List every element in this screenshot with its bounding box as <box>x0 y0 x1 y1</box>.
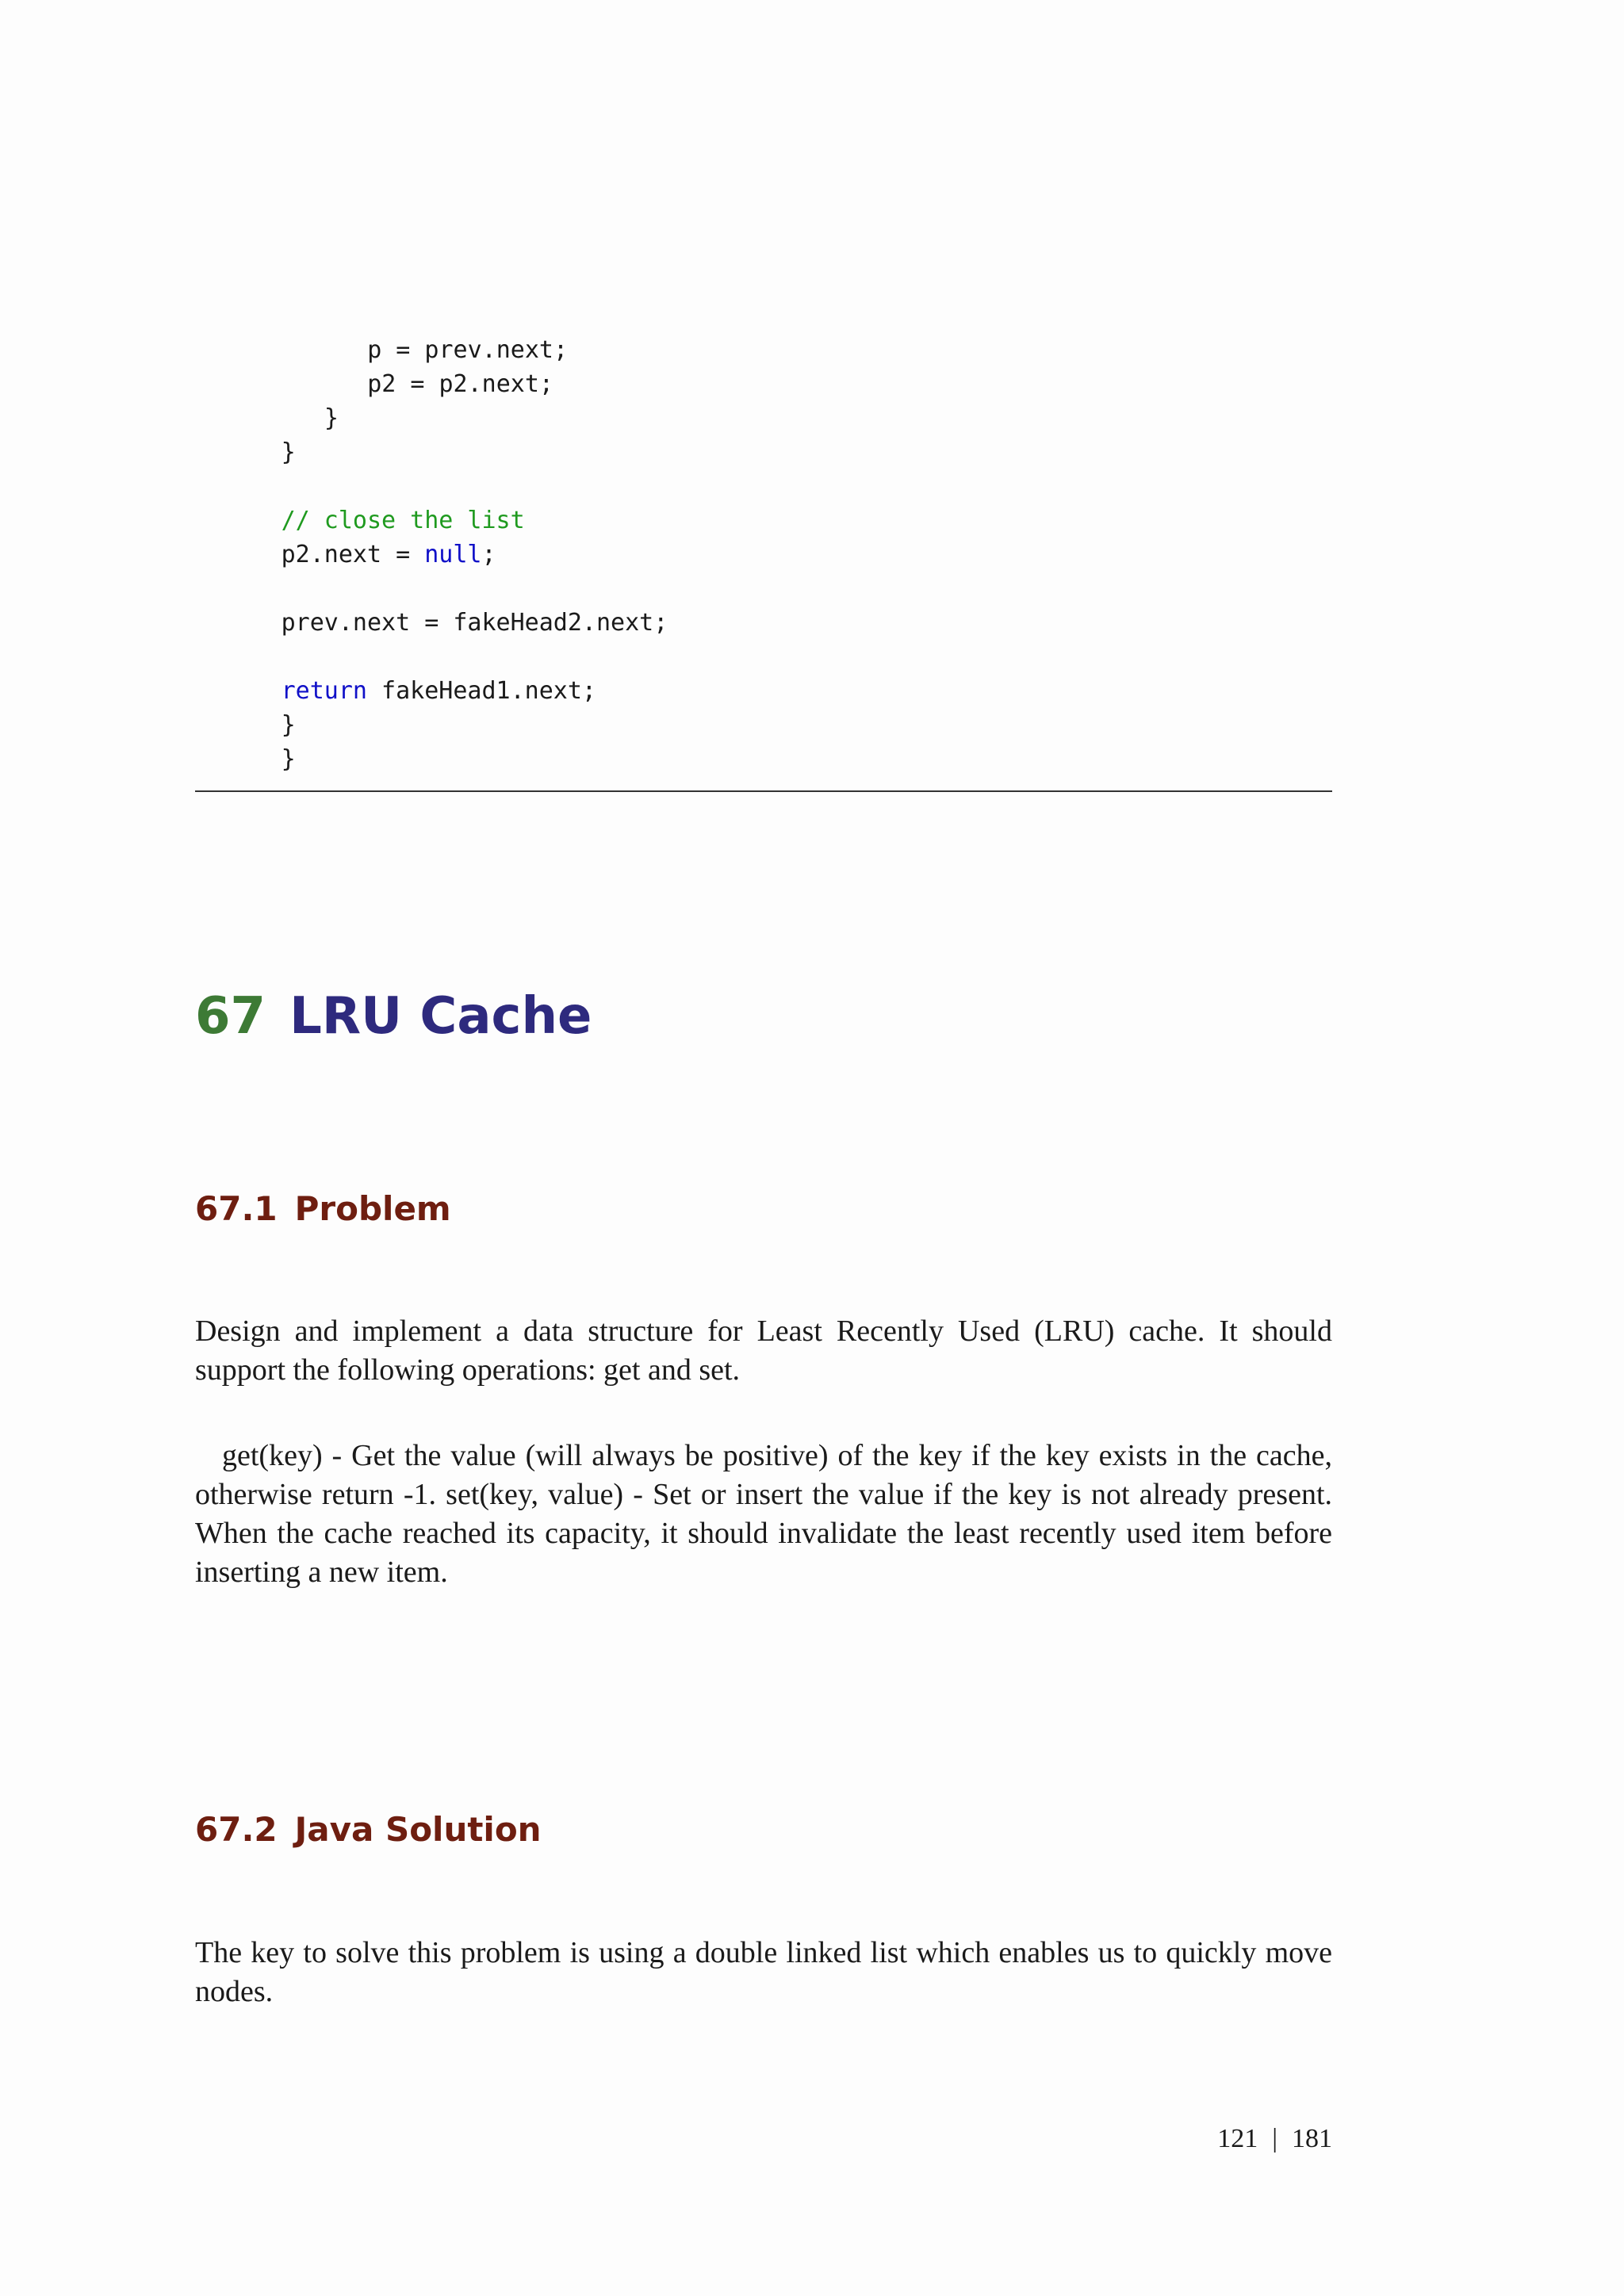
code-line <box>282 708 668 742</box>
code-text: p2.next = <box>281 541 425 568</box>
code-text: } <box>324 404 339 432</box>
code-text: } <box>281 711 296 739</box>
code-line <box>282 606 668 640</box>
page-footer <box>1217 2122 1332 2156</box>
code-text: prev.next = fakeHead2.next; <box>281 609 668 637</box>
code-line <box>282 401 668 435</box>
chapter-heading <box>195 985 592 1048</box>
code-keyword: null <box>424 541 482 568</box>
code-keyword: return <box>281 677 367 705</box>
chapter-title: LRU Cache <box>289 987 592 1046</box>
code-block <box>282 333 668 776</box>
solution-paragraph-1: The key to solve this problem is using a double linked list which enables us to quickly move nodes. <box>195 1936 1332 2008</box>
chapter-number: 67 <box>195 987 266 1046</box>
problem-paragraph-1: Design and implement a data structure for Least Recently Used (LRU) cache. It should support the following operations: get and set. <box>195 1314 1332 1387</box>
code-line <box>282 572 668 606</box>
page-number: 121 <box>1217 2124 1258 2153</box>
problem-paragraph-2: get(key) - Get the value (will always be positive) of the key if the key exists in the cache, otherwise return -1. set(key, value) - Set or insert the value if the key is not already present. When the cache reached its capacity, it should invalidate the least recently used item before inserting a new item. <box>195 1439 1332 1589</box>
code-line <box>282 503 668 538</box>
code-line <box>282 674 668 708</box>
code-text: p = prev.next; <box>367 336 569 364</box>
page-total: 181 <box>1292 2124 1332 2153</box>
page-separator: | <box>1272 2124 1277 2153</box>
section-title: Java Solution <box>294 1810 542 1849</box>
code-line <box>282 333 668 367</box>
code-text: } <box>281 745 296 773</box>
code-line <box>282 538 668 572</box>
section-number: 67.1 <box>195 1189 278 1228</box>
code-comment: // close the list <box>281 507 525 534</box>
code-text: } <box>281 438 296 466</box>
code-text: fakeHead1.next; <box>366 677 596 705</box>
code-divider <box>195 790 1332 792</box>
code-text: p2 = p2.next; <box>367 370 553 398</box>
section-number: 67.2 <box>195 1810 278 1849</box>
section-heading-solution <box>195 1808 542 1851</box>
code-line <box>282 435 668 469</box>
code-line <box>282 742 668 776</box>
section-heading-problem <box>195 1188 451 1230</box>
code-line <box>282 640 668 674</box>
code-line <box>282 469 668 503</box>
code-text: ; <box>481 541 496 568</box>
section-title: Problem <box>294 1189 451 1228</box>
code-line <box>282 367 668 401</box>
